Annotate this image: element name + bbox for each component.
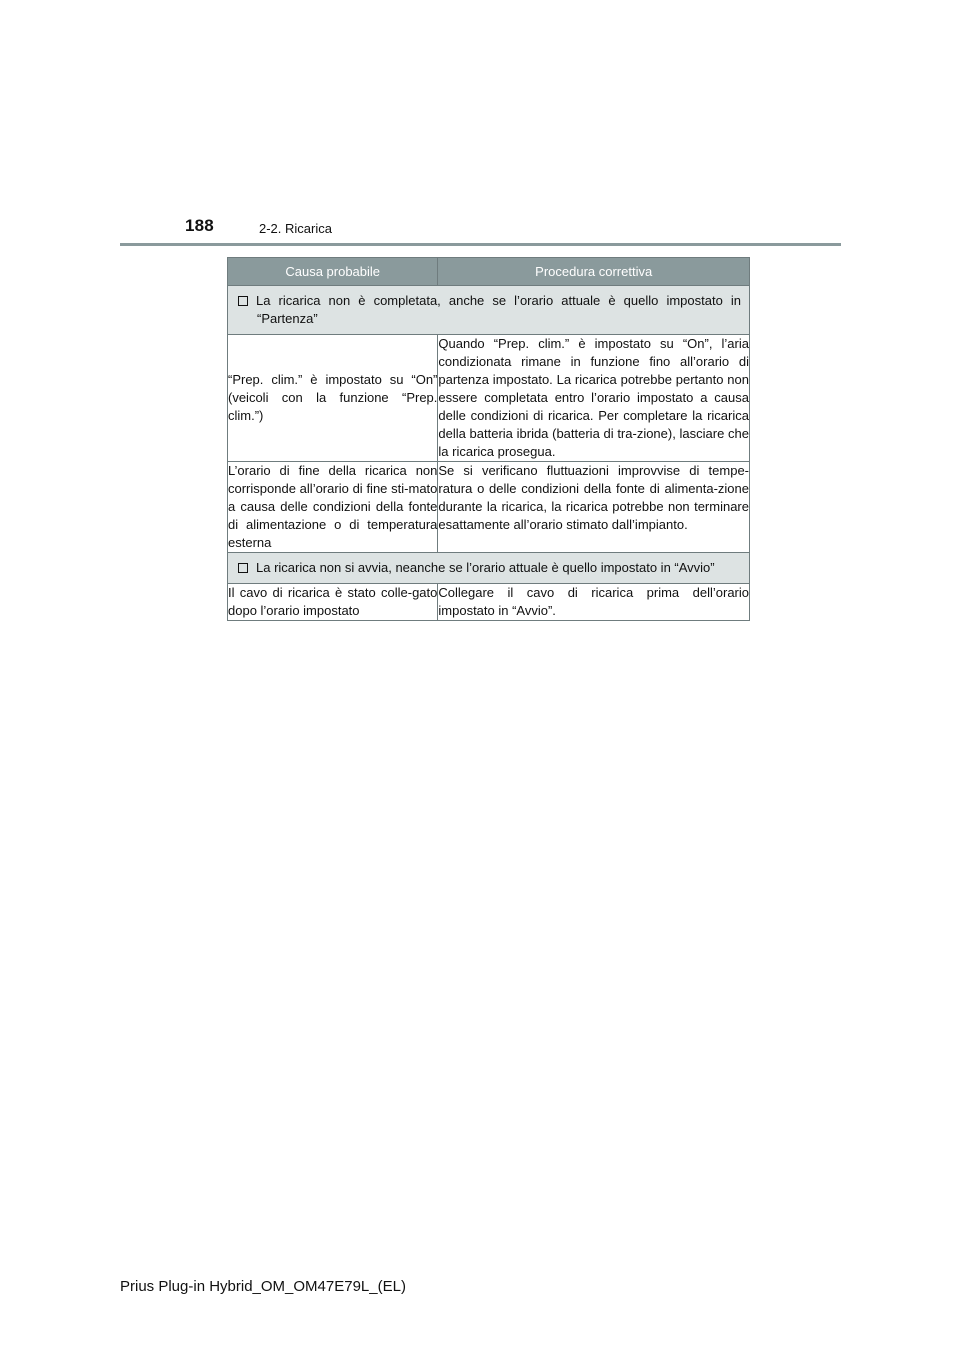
group-title: La ricarica non è completata, anche se l’orario attuale è quello impostato in “Partenza” [256,293,741,326]
procedure-cell: Se si verificano fluttuazioni improvvise di tempe-ratura o delle condizioni della fonte di alimenta-zione durante la ricarica, la ricarica potrebbe non terminare esattamente all’orario stimato dall’impianto. [438,462,750,553]
procedure-cell: Quando “Prep. clim.” è impostato su “On”, l’aria condizionata rimane in funzione fino all’orario di partenza impostato. La ricarica potrebbe pertanto non essere completata entro l’orario impostato a causa delle condizioni di ricarica. Per completare la ricarica della batteria ibrida (batteria di tra-zione), lasciare che la ricarica prosegua. [438,335,750,462]
checkbox-bullet-icon [238,296,248,306]
procedure-cell: Collegare il cavo di ricarica prima dell’orario impostato in “Avvio”. [438,584,750,621]
group-header-row [228,553,750,584]
column-header-cause: Causa probabile [228,258,438,286]
cause-cell: L’orario di fine della ricarica non corrisponde all’orario di fine sti-mato a causa delle condizioni della fonte di alimentazione o di temperatura esterna [228,462,438,553]
group-title: La ricarica non si avvia, neanche se l’orario attuale è quello impostato in “Avvio” [256,560,715,575]
troubleshooting-table [227,257,750,621]
cause-cell: Il cavo di ricarica è stato colle-gato dopo l’orario impostato [228,584,438,621]
table-header-row [228,258,750,286]
cause-cell: “Prep. clim.” è impostato su “On” (veicoli con la funzione “Prep. clim.”) [228,335,438,462]
section-title: 2-2. Ricarica [259,221,332,236]
table-row [228,462,750,553]
group-header-row [228,286,750,335]
document-footer: Prius Plug-in Hybrid_OM_OM47E79L_(EL) [120,1278,406,1295]
page-number: 188 [185,216,214,235]
checkbox-bullet-icon [238,563,248,573]
table-row [228,335,750,462]
table-row [228,584,750,621]
column-header-procedure: Procedura correttiva [438,258,750,286]
header-divider [120,243,841,246]
